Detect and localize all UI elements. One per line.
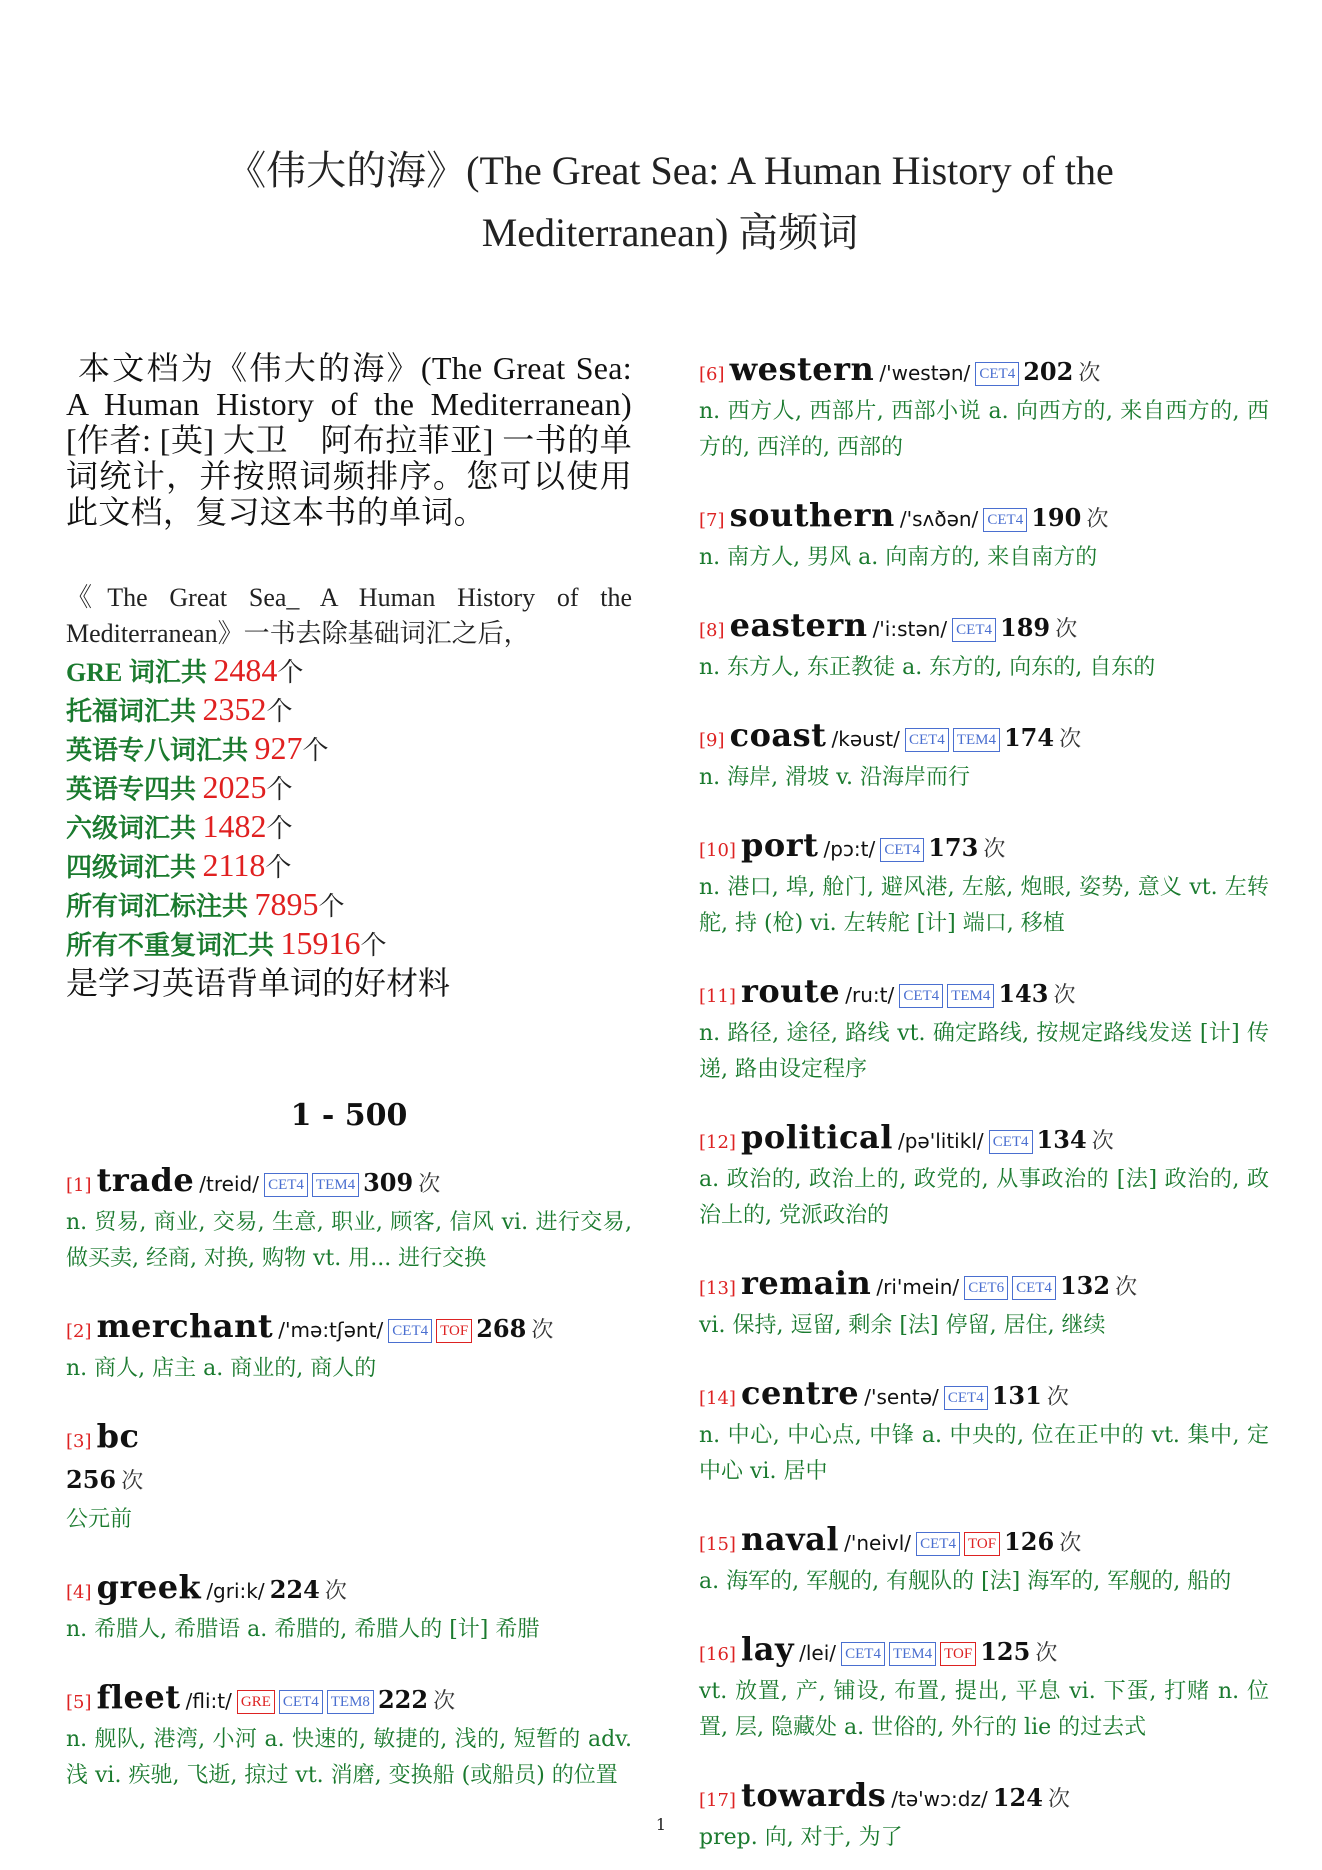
entry-definition: a. 政治的, 政治上的, 政党的, 从事政治的 [法] 政治的, 政治上的, 党派政治的	[699, 1167, 1269, 1228]
entry-index: [4]	[66, 1582, 92, 1603]
entry-phonetic: /'sʌðən/	[899, 507, 979, 531]
exam-tag: TEM4	[312, 1173, 359, 1197]
stat-unit: 个	[277, 658, 304, 687]
entry-count: 268	[476, 1314, 527, 1343]
stat-label: 四级词汇共	[66, 853, 203, 882]
entry-head	[699, 1374, 1269, 1418]
exam-tag: CET4	[899, 984, 943, 1008]
entry-index: [17]	[699, 1790, 736, 1811]
intro-text: 本文档为《伟大的海》(The Great Sea: A Human History of the Mediterranean)[作者: [英] 大卫 阿布拉菲亚] 一书的单词统计，并按照词频排序。您可以使用此文档，复习这本书的单词。	[66, 350, 632, 530]
stat-label: 所有词汇标注共	[66, 892, 255, 921]
word-entry	[699, 716, 1269, 796]
entry-count: 222	[377, 1685, 429, 1714]
entry-word: route	[741, 972, 841, 1010]
entry-head	[66, 1161, 632, 1205]
stat-value: 1482	[202, 808, 267, 844]
entry-word: naval	[741, 1520, 840, 1558]
entry-definition: prep. 向, 对于, 为了	[699, 1825, 903, 1850]
entry-word: western	[729, 350, 875, 388]
entry-count: 134	[1036, 1125, 1087, 1154]
entry-count: 174	[1003, 723, 1055, 752]
entry-word: fleet	[96, 1678, 181, 1716]
stat-value: 2025	[202, 769, 267, 805]
entry-count-unit: 次	[983, 837, 1006, 862]
entry-count: 143	[998, 979, 1049, 1008]
entry-word: towards	[741, 1776, 887, 1814]
word-entry	[699, 972, 1269, 1088]
stat-label: 托福词汇共	[66, 697, 203, 726]
entry-phonetic: /pɔ:t/	[823, 837, 876, 861]
entry-count: 224	[269, 1575, 320, 1604]
entry-count-unit: 次	[1059, 727, 1082, 752]
stat-unit: 个	[266, 775, 293, 804]
exam-tag: CET4	[975, 362, 1019, 386]
entry-count: 202	[1023, 357, 1074, 386]
stat-label: 六级词汇共	[66, 814, 203, 843]
exam-tag: TOF	[436, 1319, 472, 1343]
stat-label: 英语专四共	[66, 775, 203, 804]
entry-phonetic: /tə'wɔ:dz/	[891, 1787, 988, 1811]
stat-line	[66, 808, 632, 847]
stat-value: 2352	[202, 691, 267, 727]
entry-word: merchant	[96, 1307, 274, 1345]
exam-tag: CET4	[952, 618, 996, 642]
word-entry	[66, 1417, 632, 1538]
range-heading: 1 - 500	[290, 1098, 408, 1133]
right-column	[699, 350, 1269, 1856]
exam-tag: CET4	[279, 1690, 323, 1714]
exam-tag: CET4	[841, 1642, 885, 1666]
entry-index: [8]	[699, 620, 725, 641]
entry-phonetic: /'neivl/	[844, 1531, 912, 1555]
entry-word: port	[741, 826, 819, 864]
stat-unit: 个	[302, 736, 329, 765]
entry-count-line	[66, 1461, 632, 1502]
entry-index: [1]	[66, 1175, 92, 1196]
entry-head	[699, 606, 1269, 650]
entry-count: 189	[1000, 613, 1051, 642]
entry-index: [2]	[66, 1321, 92, 1342]
entry-definition: n. 商人, 店主 a. 商业的, 商人的	[66, 1356, 377, 1381]
entry-word: lay	[741, 1630, 795, 1668]
entry-count: 124	[992, 1783, 1043, 1812]
entry-head	[699, 972, 1269, 1016]
entry-definition: a. 海军的, 军舰的, 有舰队的 [法] 海军的, 军舰的, 船的	[699, 1569, 1232, 1594]
stat-line	[66, 769, 632, 808]
entry-index: [16]	[699, 1644, 736, 1665]
intro-paragraph	[66, 350, 632, 530]
entry-phonetic: /'westən/	[879, 361, 971, 385]
entry-phonetic: /treid/	[199, 1172, 259, 1196]
entry-phonetic: /'i:stən/	[872, 617, 948, 641]
entry-head	[66, 1417, 632, 1461]
entry-count: 190	[1031, 503, 1082, 532]
entry-count-unit: 次	[1046, 1385, 1069, 1410]
entry-definition: n. 南方人, 男风 a. 向南方的, 来自南方的	[699, 545, 1098, 570]
exam-tag: GRE	[237, 1690, 275, 1714]
entry-count-unit: 次	[433, 1689, 456, 1714]
entry-definition: n. 贸易, 商业, 交易, 生意, 职业, 顾客, 信风 vi. 进行交易, 做买卖, 经商, 对换, 购物 vt. 用... 进行交换	[66, 1210, 632, 1271]
stat-value: 2484	[213, 652, 278, 688]
entry-count-unit: 次	[1035, 1641, 1058, 1666]
entry-word: greek	[96, 1568, 202, 1606]
stat-label: 所有不重复词汇共	[66, 931, 281, 960]
entry-word: eastern	[729, 606, 868, 644]
entry-count-unit: 次	[1059, 1531, 1082, 1556]
page-number: 1	[655, 1815, 667, 1834]
entry-head	[699, 1630, 1269, 1674]
entry-definition: n. 路径, 途径, 路线 vt. 确定路线, 按规定路线发送 [计] 传递, 路由设定程序	[699, 1021, 1269, 1082]
word-entry	[699, 496, 1269, 576]
entry-head	[66, 1678, 632, 1722]
entry-definition: n. 海岸, 滑坡 v. 沿海岸而行	[699, 765, 970, 790]
entry-count: 309	[363, 1168, 414, 1197]
stat-line	[66, 730, 632, 769]
stat-value: 2118	[202, 847, 266, 883]
stat-unit: 个	[318, 892, 345, 921]
entry-head	[699, 716, 1269, 760]
stats-block	[66, 580, 632, 1002]
entry-index: [10]	[699, 840, 736, 861]
exam-tag: TEM4	[889, 1642, 936, 1666]
word-entry	[699, 1118, 1269, 1234]
word-entry	[66, 1307, 632, 1387]
entry-word: trade	[96, 1161, 195, 1199]
stat-line	[66, 925, 632, 964]
word-entry	[66, 1161, 632, 1277]
entry-phonetic: /gri:k/	[206, 1579, 265, 1603]
stat-label: GRE 词汇共	[66, 658, 214, 687]
stats-lead: 《The Great Sea_ A Human History of the Mediterranean》一书去除基础词汇之后，	[66, 583, 632, 648]
entry-head	[699, 350, 1269, 394]
entry-head	[699, 1776, 1269, 1820]
entry-definition: n. 港口, 埠, 舱门, 避风港, 左舷, 炮眼, 姿势, 意义 vt. 左转舵, 持 (枪) vi. 左转舵 [计] 端口, 移植	[699, 875, 1269, 936]
word-entry	[699, 1630, 1269, 1746]
stat-line	[66, 652, 632, 691]
entry-definition: vt. 放置, 产, 铺设, 布置, 提出, 平息 vi. 下蛋, 打赌 n. 位置, 层, 隐藏处 a. 世俗的, 外行的 lie 的过去式	[699, 1679, 1269, 1740]
entry-word: centre	[741, 1374, 860, 1412]
entry-count-unit: 次	[1115, 1275, 1138, 1300]
entry-count: 256	[66, 1465, 117, 1494]
exam-tag: TEM4	[947, 984, 994, 1008]
entry-index: [13]	[699, 1278, 736, 1299]
exam-tag: TEM8	[327, 1690, 374, 1714]
entry-head	[699, 1264, 1269, 1308]
entry-count: 131	[991, 1381, 1042, 1410]
exam-tag: CET4	[388, 1319, 432, 1343]
entry-definition: n. 东方人, 东正教徒 a. 东方的, 向东的, 自东的	[699, 655, 1156, 680]
stat-line	[66, 691, 632, 730]
entry-word: remain	[741, 1264, 872, 1302]
entry-index: [12]	[699, 1132, 736, 1153]
word-entry	[699, 606, 1269, 686]
entry-count: 126	[1004, 1527, 1055, 1556]
title-line-2: Mediterranean) 高频词	[481, 210, 859, 255]
title-line-1: 《伟大的海》(The Great Sea: A Human History of the	[226, 148, 1114, 193]
entry-count-unit: 次	[418, 1172, 441, 1197]
exam-tag: CET4	[983, 508, 1027, 532]
exam-tag: CET4	[264, 1173, 308, 1197]
entry-head	[699, 1520, 1269, 1564]
entry-head	[699, 1118, 1269, 1162]
entry-definition: n. 西方人, 西部片, 西部小说 a. 向西方的, 来自西方的, 西方的, 西洋的, 西部的	[699, 399, 1269, 460]
entry-count-unit: 次	[1053, 983, 1076, 1008]
entry-count-unit: 次	[1048, 1787, 1071, 1812]
stat-value: 7895	[254, 886, 319, 922]
entry-list-right	[699, 350, 1269, 1856]
entry-count-unit: 次	[121, 1469, 144, 1494]
entry-head	[66, 1568, 632, 1612]
entry-count-unit: 次	[324, 1579, 347, 1604]
exam-tag: TOF	[964, 1532, 1000, 1556]
page-title	[120, 140, 1220, 264]
entry-count-unit: 次	[531, 1318, 554, 1343]
entry-index: [6]	[699, 364, 725, 385]
entry-phonetic: /kəust/	[831, 727, 900, 751]
entry-phonetic: /'mə:tʃənt/	[278, 1318, 384, 1342]
entry-phonetic: /'sentə/	[864, 1385, 939, 1409]
entry-definition: n. 希腊人, 希腊语 a. 希腊的, 希腊人的 [计] 希腊	[66, 1617, 540, 1642]
stats-closing: 是学习英语背单词的好材料	[66, 965, 451, 1001]
stat-unit: 个	[360, 931, 387, 960]
stat-value: 927	[254, 730, 303, 766]
exam-tag: CET4	[916, 1532, 960, 1556]
entry-index: [5]	[66, 1692, 92, 1713]
entry-head	[66, 1307, 632, 1351]
stat-line	[66, 847, 632, 886]
exam-tag: CET4	[1012, 1276, 1056, 1300]
exam-tag: CET6	[964, 1276, 1008, 1300]
entry-word: southern	[729, 496, 895, 534]
entry-index: [15]	[699, 1534, 736, 1555]
entry-head	[699, 496, 1269, 540]
entry-count-unit: 次	[1086, 507, 1109, 532]
entry-word: coast	[729, 716, 827, 754]
entry-phonetic: /fli:t/	[185, 1689, 232, 1713]
entry-index: [7]	[699, 510, 725, 531]
word-entry	[699, 1264, 1269, 1344]
entry-phonetic: /ri'mein/	[876, 1275, 960, 1299]
entry-count: 132	[1059, 1271, 1111, 1300]
word-entry	[699, 1374, 1269, 1490]
entry-word: bc	[96, 1417, 140, 1455]
entry-definition: n. 中心, 中心点, 中锋 a. 中央的, 位在正中的 vt. 集中, 定中心 vi. 居中	[699, 1423, 1269, 1484]
stat-line	[66, 886, 632, 925]
entry-count: 173	[928, 833, 979, 862]
entry-head	[699, 826, 1269, 870]
word-entry	[699, 1520, 1269, 1600]
entry-definition: n. 舰队, 港湾, 小河 a. 快速的, 敏捷的, 浅的, 短暂的 adv. 浅 vi. 疾驰, 飞逝, 掠过 vt. 消磨, 变换船 (或船员) 的位置	[66, 1727, 632, 1788]
entry-count-unit: 次	[1091, 1129, 1114, 1154]
entry-count-unit: 次	[1055, 617, 1078, 642]
stat-list	[66, 652, 632, 964]
word-entry	[699, 350, 1269, 466]
entry-count-unit: 次	[1078, 361, 1101, 386]
entry-phonetic: /ru:t/	[845, 983, 895, 1007]
entry-definition: vi. 保持, 逗留, 剩余 [法] 停留, 居住, 继续	[699, 1313, 1106, 1338]
entry-phonetic: /lei/	[799, 1641, 837, 1665]
entry-word: political	[741, 1118, 893, 1156]
word-entry	[699, 826, 1269, 942]
exam-tag: CET4	[944, 1386, 988, 1410]
exam-tag: CET4	[880, 838, 924, 862]
stat-value: 15916	[280, 925, 361, 961]
entry-index: [14]	[699, 1388, 736, 1409]
stat-unit: 个	[266, 814, 293, 843]
stat-unit: 个	[265, 853, 292, 882]
left-column	[66, 350, 632, 1794]
entry-count: 125	[980, 1637, 1031, 1666]
entry-definition: 公元前	[66, 1507, 133, 1532]
stat-label: 英语专八词汇共	[66, 736, 255, 765]
stat-unit: 个	[266, 697, 293, 726]
word-entry	[66, 1568, 632, 1648]
exam-tag: TOF	[940, 1642, 976, 1666]
entry-phonetic: /pə'litikl/	[897, 1129, 984, 1153]
exam-tag: TEM4	[953, 728, 1000, 752]
entry-index: [11]	[699, 986, 736, 1007]
word-entry	[66, 1678, 632, 1794]
entry-index: [3]	[66, 1431, 92, 1452]
exam-tag: CET4	[905, 728, 949, 752]
exam-tag: CET4	[989, 1130, 1033, 1154]
entry-list-left	[66, 1161, 632, 1794]
entry-index: [9]	[699, 730, 725, 751]
